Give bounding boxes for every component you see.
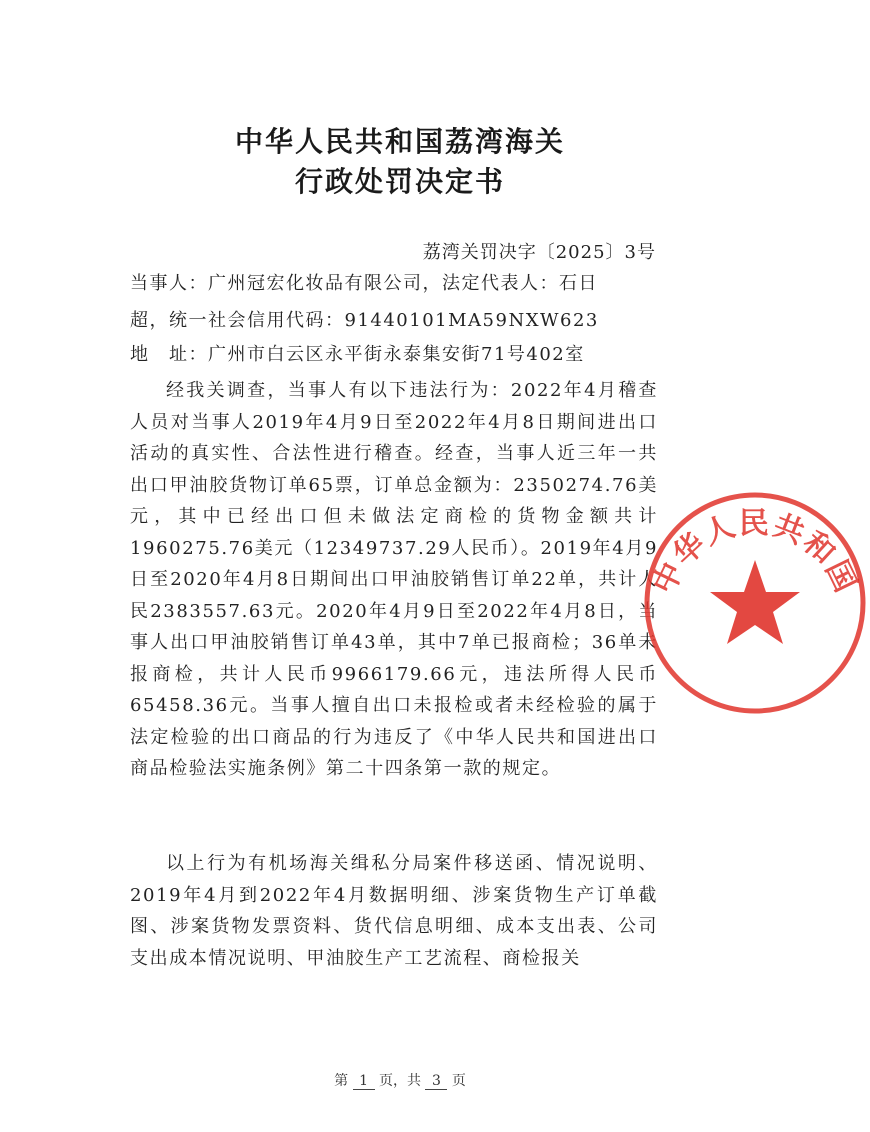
evidence-paragraph <box>130 848 658 974</box>
footer-middle: 页，共 <box>379 1073 421 1089</box>
seal-text: 中华人民共和国 <box>646 506 864 600</box>
party-info-line2: 超，统一社会信用代码：91440101MA59NXW623 <box>130 310 599 331</box>
evidence-paragraph-text: 以上行为有机场海关缉私分局案件移送函、情况说明、2019年4月到2022年4月数据明细、涉案货物生产订单截图、涉案货物发票资料、货代信息明细、成本支出表、公司支出成本情况说明、甲油胶生产工艺流程、商检报关 <box>130 853 658 969</box>
document-title-line2: 行政处罚决定书 <box>294 165 505 198</box>
current-page-number: 1 <box>353 1073 375 1090</box>
total-page-number: 3 <box>425 1073 447 1090</box>
official-seal-icon <box>640 488 870 718</box>
party-address: 地 址：广州市白云区永平街永泰集安街71号402室 <box>130 344 585 365</box>
footer-prefix: 第 <box>334 1073 349 1089</box>
violation-paragraph <box>130 375 658 785</box>
seal-star-icon <box>710 560 800 644</box>
document-number: 荔湾关罚决字〔2025〕3号 <box>422 242 656 263</box>
violation-paragraph-text: 经我关调查，当事人有以下违法行为：2022年4月稽查人员对当事人2019年4月9日至2022年4月8日期间进出口活动的真实性、合法性进行稽查。经查，当事人近三年一共出口甲油胶货物订单65票，订单总金额为：2350274.76美元，其中已经出口但未做法定商检的货物金额共计1960275.76美元（12349737.29人民币）。2019年4月9日至2020年4月8日期间出口甲油胶销售订单22单，共计人民2383557.63元。2020年4月9日至2022年4月8日，当事人出口甲油胶销售订单43单，其中7单已报商检；36单未报商检，共计人民币9966179.66元，违法所得人民币65458.36元。当事人擅自出口未报检或者未经检验的属于法定检验的出口商品的行为违反了《中华人民共和国进出口商品检验法实施条例》第二十四条第一款的规定。 <box>130 380 658 779</box>
document-title-line1: 中华人民共和国荔湾海关 <box>234 125 565 158</box>
party-info-line1: 当事人：广州冠宏化妆品有限公司，法定代表人：石日 <box>130 273 598 294</box>
page-footer <box>0 1070 800 1090</box>
footer-suffix: 页 <box>451 1073 466 1089</box>
